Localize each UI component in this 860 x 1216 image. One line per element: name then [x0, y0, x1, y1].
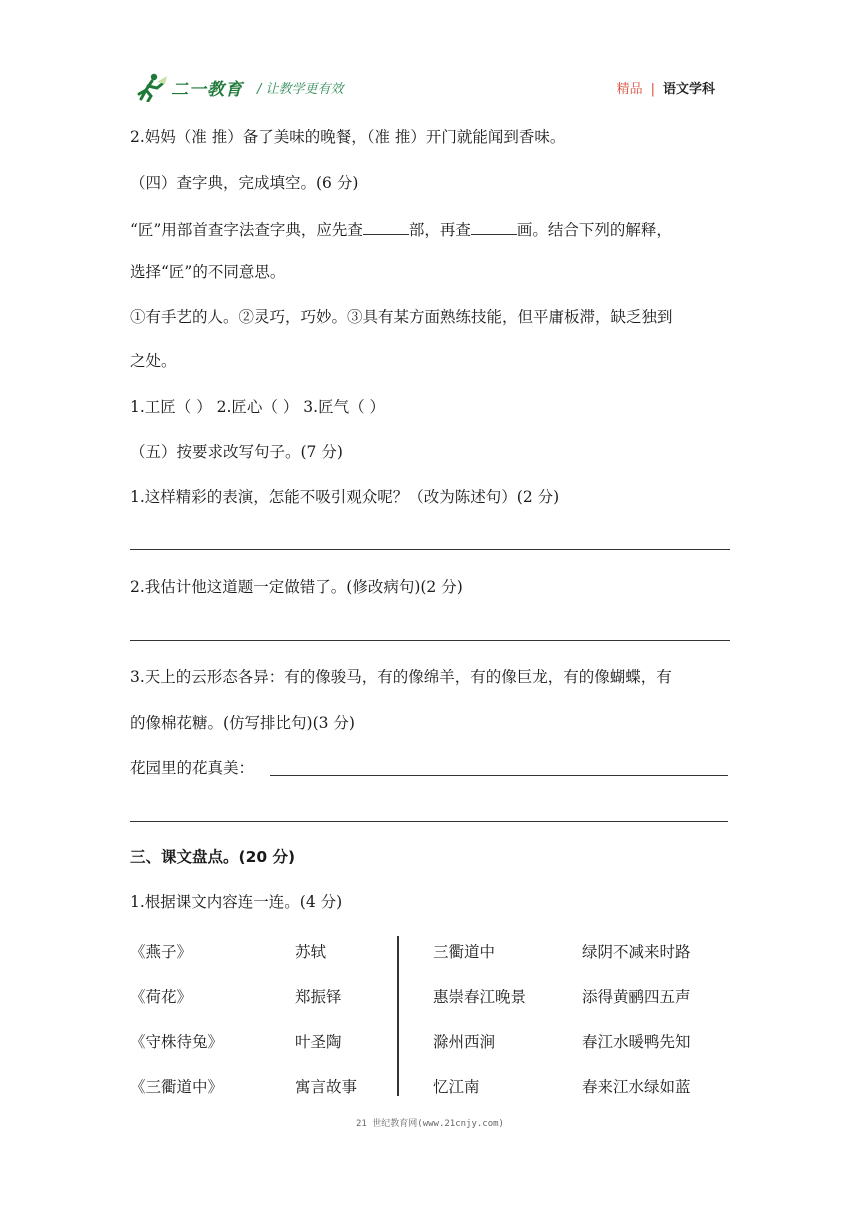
- section-heading: （五）按要求改写句子。(7 分): [130, 443, 343, 461]
- question-line: [130, 220, 672, 239]
- match-item[interactable]: 《三衢道中》: [130, 1078, 224, 1096]
- question-line: 1.根据课文内容连一连。(4 分): [130, 893, 343, 911]
- question-line: 1.工匠（ ） 2.匠心（ ） 3.匠气（ ）: [130, 398, 386, 416]
- slogan: / 让教学更有效: [257, 82, 344, 97]
- brand-quality: 精品: [616, 82, 643, 97]
- section-heading: 三、课文盘点。(20 分): [130, 848, 296, 866]
- fill-blank[interactable]: [363, 220, 409, 235]
- match-item[interactable]: 郑振铎: [295, 988, 342, 1006]
- question-line: 花园里的花真美：: [130, 759, 255, 777]
- question-line: 1.这样精彩的表演，怎能不吸引观众呢？（改为陈述句）(2 分): [130, 488, 560, 506]
- brand-subject: 语文学科: [662, 82, 715, 97]
- question-line: 选择“匠”的不同意思。: [130, 263, 286, 281]
- answer-line[interactable]: [130, 821, 728, 822]
- question-line: ①有手艺的人。②灵巧，巧妙。③具有某方面熟练技能，但平庸板滞，缺乏独到: [130, 308, 673, 326]
- section-heading: （四）查字典，完成填空。(6 分): [130, 174, 359, 192]
- page-header: [135, 72, 735, 106]
- question-line: 3.天上的云形态各异：有的像骏马，有的像绵羊，有的像巨龙，有的像蝴蝶，有: [130, 668, 672, 686]
- page-footer: 21 世纪教育网(www.21cnjy.com): [356, 1119, 504, 1129]
- match-item[interactable]: 三衢道中: [433, 943, 496, 961]
- answer-line[interactable]: [130, 640, 730, 641]
- match-item[interactable]: 忆江南: [433, 1078, 480, 1096]
- match-item[interactable]: 叶圣陶: [295, 1033, 342, 1051]
- logo: [135, 72, 243, 102]
- match-item[interactable]: 绿阴不减来时路: [582, 943, 691, 961]
- match-item[interactable]: 春江水暖鸭先知: [582, 1033, 691, 1051]
- match-item[interactable]: 《燕子》: [130, 943, 193, 961]
- brand-separator: |: [650, 82, 655, 97]
- match-item[interactable]: 春来江水绿如蓝: [582, 1078, 691, 1096]
- logo-text: 二一教育: [171, 79, 243, 100]
- text-fragment: 部，再查: [408, 221, 471, 239]
- text-fragment: 画。结合下列的解释，: [516, 221, 672, 239]
- match-item[interactable]: 寓言故事: [295, 1078, 358, 1096]
- runner-logo-icon: [135, 72, 169, 102]
- fill-blank[interactable]: [471, 220, 517, 235]
- match-item[interactable]: 苏轼: [295, 943, 327, 961]
- match-item[interactable]: 滁州西涧: [433, 1033, 496, 1051]
- answer-line[interactable]: [270, 775, 728, 776]
- match-item[interactable]: 《荷花》: [130, 988, 193, 1006]
- answer-line[interactable]: [130, 549, 730, 550]
- match-item[interactable]: 添得黄鹂四五声: [582, 988, 691, 1006]
- question-line: 的像棉花糖。(仿写排比句)(3 分): [130, 714, 355, 732]
- question-line: 之处。: [130, 352, 177, 370]
- question-line: 2.我估计他这道题一定做错了。(修改病句)(2 分): [130, 578, 463, 596]
- brand-label: [617, 78, 715, 97]
- text-fragment: “匠”用部首查字法查字典，应先查: [130, 221, 363, 239]
- match-item[interactable]: 《守株待兔》: [130, 1033, 224, 1051]
- column-divider: [397, 936, 399, 1096]
- question-line: 2.妈妈（准 推）备了美味的晚餐，（准 推）开门就能闻到香味。: [130, 128, 566, 146]
- match-item[interactable]: 惠崇春江晚景: [433, 988, 527, 1006]
